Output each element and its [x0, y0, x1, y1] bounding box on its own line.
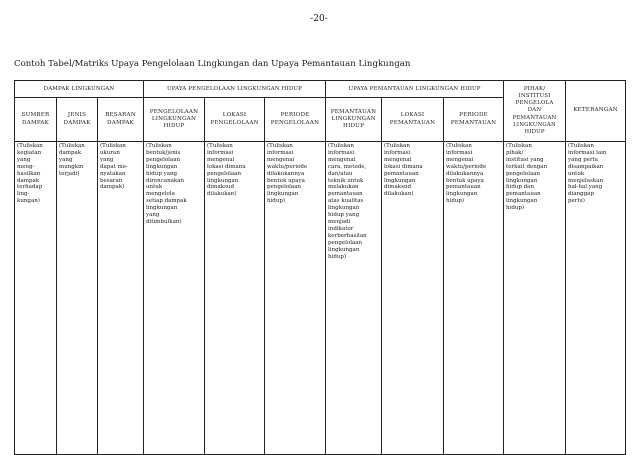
header-keterangan: KETERANGAN	[566, 81, 626, 142]
cell-besaran-dampak: (Tuliskan ukuran yang dapat me- nyatakan besaran dampak)	[98, 142, 144, 455]
header-bentuk-pemantauan: PEMANTAUAN LINGKUNGAN HIDUP	[326, 98, 382, 142]
header-pihak-institusi: PIHAK/ INSTITUSI PENGELOLA DAN PEMANTAUAN LINGKUNGAN HIDUP	[504, 81, 566, 142]
group-header-dampak: DAMPAK LINGKUNGAN	[15, 81, 144, 98]
cell-lokasi-pengelolaan: (Tuliskan informasi mengenai lokasi dimana pengelolaan lingkungan dimaksud dilakukan)	[205, 142, 265, 455]
cell-bentuk-pengelolaan: (Tuliskan bentuk/jenis pengelolaan lingkungan hidup yang direncanakan untuk mengelola setiap dampak lingkungan yang ditimbulkan)	[144, 142, 205, 455]
cell-sumber-dampak: (Tuliskan kegiatan yang meng- hasilkan dampak terhadap ling- kungan)	[15, 142, 57, 455]
header-periode-pemantauan: PERIODE PEMANTAUAN	[444, 98, 504, 142]
document-title: Contoh Tabel/Matriks Upaya Pengelolaan Lingkungan dan Upaya Pemantauan Lingkungan	[14, 59, 411, 69]
cell-pihak-institusi: (Tuliskan pihak/ institusi yang terkait dengan pengelolaan lingkungan hidup dan pemantauan lingkungan hidup)	[504, 142, 566, 455]
group-header-pemantauan: UPAYA PEMANTAUAN LINGKUNGAN HIDUP	[326, 81, 504, 98]
cell-keterangan: (Tuliskan informasi lain yang perlu disampaikan untuk menjelaskan hal-hal yang dianggap perlu)	[566, 142, 626, 455]
cell-periode-pengelolaan: (Tuliskan informasi mengenai waktu/periode dilakukannya bentuk upaya pengelolaan lingkungan hidup)	[265, 142, 326, 455]
header-lokasi-pengelolaan: LOKASI PENGELOLAAN	[205, 98, 265, 142]
cell-bentuk-pemantauan: (Tuliskan informasi mengenai cara, metode, dan/atau teknik untuk melakukan pemantauan atas kualitas lingkungan hidup yang menjadi indikator kerberhasilan pengelolaan lingkungan hidup)	[326, 142, 382, 455]
environmental-matrix-table	[14, 80, 626, 455]
group-header-row	[15, 81, 626, 98]
cell-periode-pemantauan: (Tuliskan informasi mengenai waktu/periode dilakukannya bentuk upaya pemantauan lingkungan hidup)	[444, 142, 504, 455]
header-periode-pengelolaan: PERIODE PENGELOLAAN	[265, 98, 326, 142]
header-besaran-dampak: BESARAN DAMPAK	[98, 98, 144, 142]
header-jenis-dampak: JENIS DAMPAK	[57, 98, 98, 142]
table-row	[15, 142, 626, 455]
page-number: -20-	[310, 14, 328, 24]
header-sumber-dampak: SUMBER DAMPAK	[15, 98, 57, 142]
header-lokasi-pemantauan: LOKASI PEMANTAUAN	[382, 98, 444, 142]
group-header-pengelolaan: UPAYA PENGELOLAAN LINGKUNGAN HIDUP	[144, 81, 326, 98]
cell-lokasi-pemantauan: (Tuliskan informasi mengenai lokasi dimana pemantauan lingkungan dimaksud dilakukan)	[382, 142, 444, 455]
header-bentuk-pengelolaan: PENGELOLAAN LINGKUNGAN HIDUP	[144, 98, 205, 142]
cell-jenis-dampak: (Tuliskan dampak yang mungkin terjadi)	[57, 142, 98, 455]
